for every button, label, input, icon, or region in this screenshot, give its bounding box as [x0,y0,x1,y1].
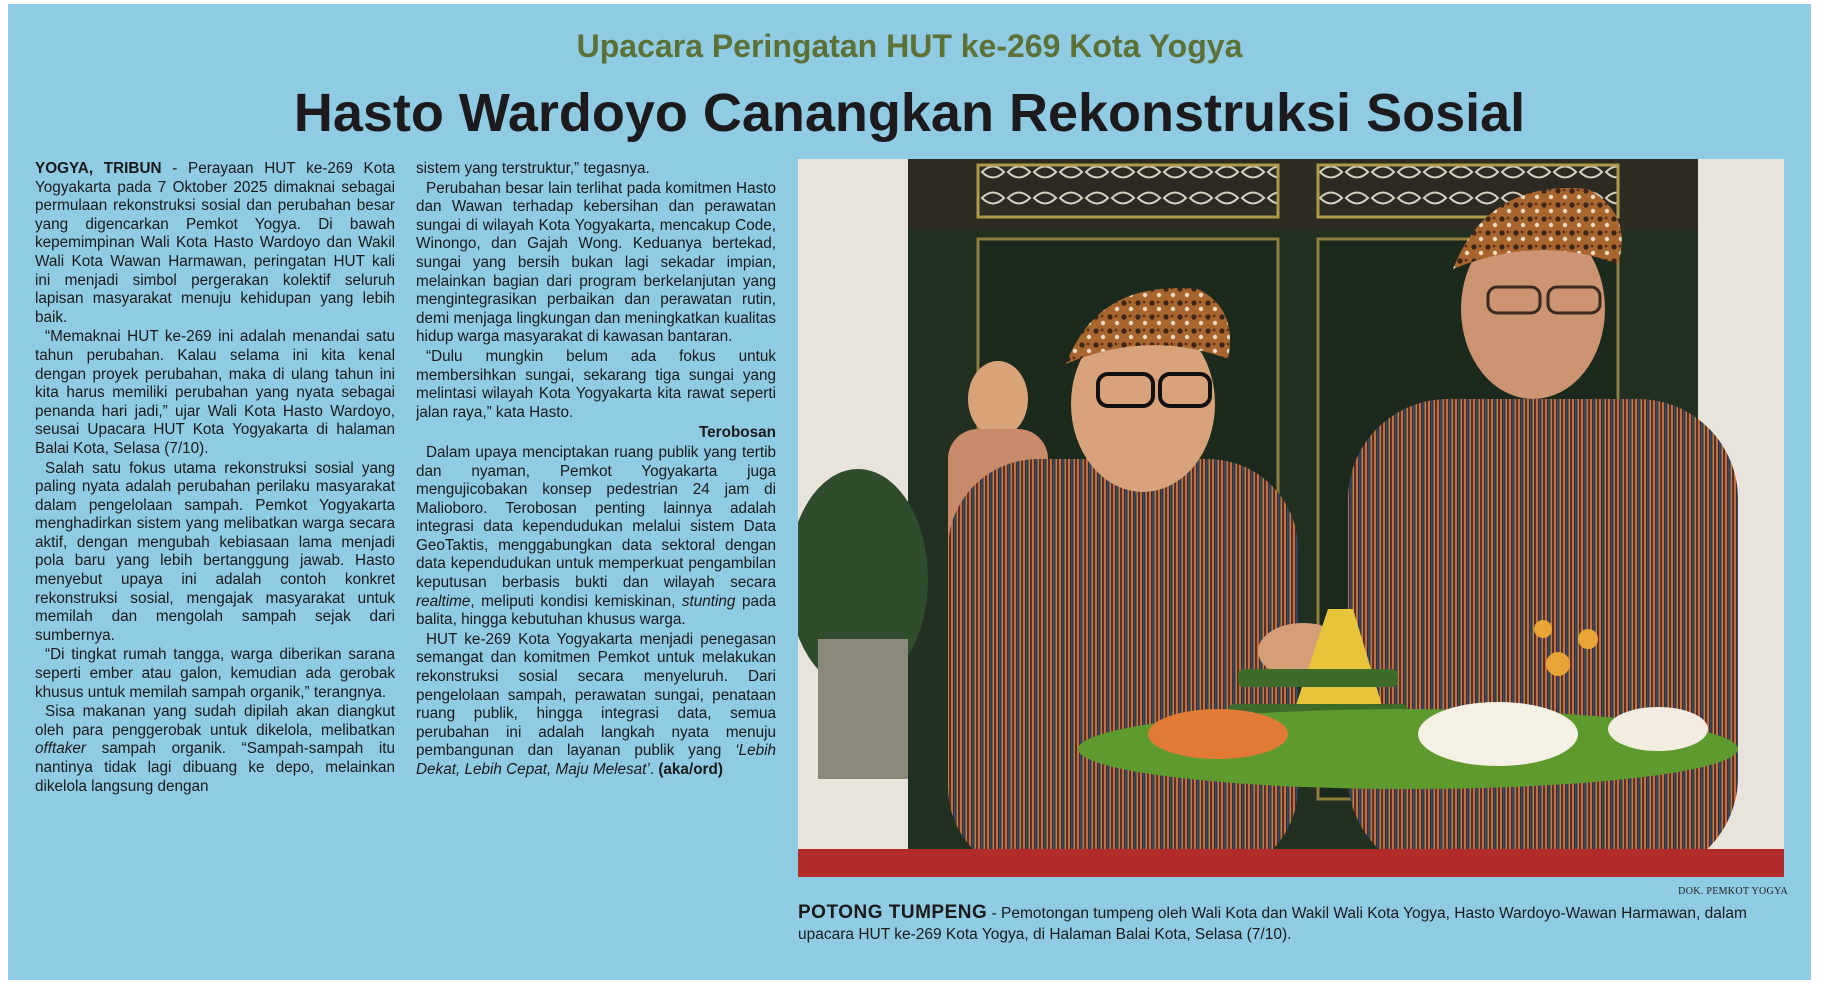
caption-text: - Pemotongan tumpeng oleh Wali Kota dan Wakil Wali Kota Yogya, Hasto Wardoyo-Wawan Harmawan, dalam upacara HUT ke-269 Kota Yogya, di Halaman Balai Kota, Selasa (7/10). [798,905,1747,943]
article-column-2 [416,160,776,960]
paragraph-text: sampah organik. “Sampah-sampah itu nantinya tidak lagi dibuang ke depo, melainkan dikelola langsung dengan [35,740,395,795]
paragraph: Salah satu fokus utama rekonstruksi sosial yang paling nyata adalah perubahan perilaku masyarakat dalam pengelolaan sampah. Pemkot Yogyakarta menghadirkan sistem yang melibatkan warga secara aktif, dengan mengubah kebiasaan lama menjadi pola baru yang lebih bertanggung jawab. Hasto menyebut upaya ini adalah contoh konkret rekonstruksi sosial, mengajak masyarakat untuk memilah dan mengolah sampah sejak dari sumbernya. [35,459,395,644]
headline: Hasto Wardoyo Canangkan Rekonstruksi Sosial [293,83,1526,143]
paragraph: “Memaknai HUT ke-269 ini adalah menandai satu tahun perubahan. Kalau selama ini kita kenal dengan proyek perubahan, maka di ulang tahun ini kita harus memiliki perubahan yang nyata sebagai penanda hari jadi,” ujar Wali Kota Hasto Wardoyo, seusai Upacara HUT Kota Yogyakarta di halaman Balai Kota, Selasa (7/10). [35,328,395,457]
author-tag: (aka/ord) [658,761,723,778]
paragraph-text: , meliputi kondisi kemiskinan, [470,592,682,610]
paragraph-text: - Perayaan HUT ke-269 Kota Yogyakarta pada 7 Oktober 2025 dimaknai sebagai permulaan rekonstruksi sosial dan perubahan besar yang digencarkan Pemkot Yogya. Di bawah kepemimpinan Wali Kota Hasto Wardoyo dan Wakil Wali Kota Wawan Harmawan, peringatan HUT kali ini menjadi simbol pergerakan kolektif seluruh lapisan masyarakat menuju kehidupan yang lebih baik. [35,160,395,326]
paragraph: “Dulu mungkin belum ada fokus untuk membersihkan sungai, sekarang tiga sungai yang melintasi wilayah Kota Yogyakarta kita rawat seperti jalan raya,” kata Hasto. [416,347,776,421]
paragraph-text: pada balita, hingga kebutuhan khusus warga. [416,592,776,629]
newspaper-clipping [8,4,1811,980]
italic-term: realtime [416,592,471,610]
article-column-1 [35,160,395,960]
dateline: YOGYA, TRIBUN [35,160,162,177]
paragraph [35,160,395,327]
paragraph [416,631,776,780]
paragraph [35,703,395,796]
man-left-surjan [948,459,1298,877]
door-carving [978,165,1278,217]
paragraph-text: Dalam upaya menciptakan ruang publik yang tertib dan nyaman, Pemkot Yogyakarta juga mengujicobakan konsep pedestrian 24 jam di Malioboro. Terobosan penting lainnya adalah integrasi data kependudukan melalui sistem Data GeoTaktis, menggabungkan data sektoral dengan data kependudukan untuk memperkuat pengambilan keputusan berbasis bukti dan wilayah secara [416,443,776,592]
paragraph-text: HUT ke-269 Kota Yogyakarta menjadi penegasan semangat dan komitmen Pemkot untuk melakukan rekonstruksi sosial secara menyeluruh. Dari pengelolaan sampah, perawatan sungai, penataan ruang publik, hingga integrasi data, semua perubahan ini adalah langkah nyata menuju pembangunan dan layanan publik yang [416,630,776,760]
paragraph [416,444,776,630]
photo-caption [798,902,1788,945]
italic-term: ‘Lebih Dekat, Lebih Cepat, Maju Melesat’ [416,742,776,778]
paragraph-text: . [649,761,659,778]
caption-label: POTONG TUMPENG [798,902,988,923]
paragraph-text: Sisa makanan yang sudah dipilah akan diangkut oleh para penggerobak untuk dikelola, melibatkan [35,703,395,739]
italic-term: stunting [681,592,736,610]
photo-credit: DOK. PEMKOT YOGYA [1678,886,1788,897]
paragraph: Perubahan besar lain terlihat pada komitmen Hasto dan Wawan terhadap kebersihan dan perawatan sungai di wilayah Kota Yogyakarta, mencakup Code, Winongo, dan Gajah Wong. Keduanya bertekad, sungai yang bersih bukan lagi sekadar impian, melainkan bagian dari program berkelanjutan yang mengintegrasikan perbaikan dan perawatan rutin, demi menjaga lingkungan dan meningkatkan kualitas hidup warga masyarakat di kawasan bantaran. [416,179,776,346]
kicker: Upacara Peringatan HUT ke-269 Kota Yogya [576,28,1243,64]
paragraph: “Di tingkat rumah tangga, warga diberikan sarana seperti ember atau galon, kemudian ada gerobak khusus untuk memilah sampah organik,” terangnya. [35,646,395,701]
italic-term: offtaker [35,740,87,758]
subhead: Terobosan [698,424,776,442]
photo-illustration [798,159,1784,877]
paragraph: sistem yang terstruktur,” tegasnya. [416,160,650,177]
news-photo [798,159,1784,877]
